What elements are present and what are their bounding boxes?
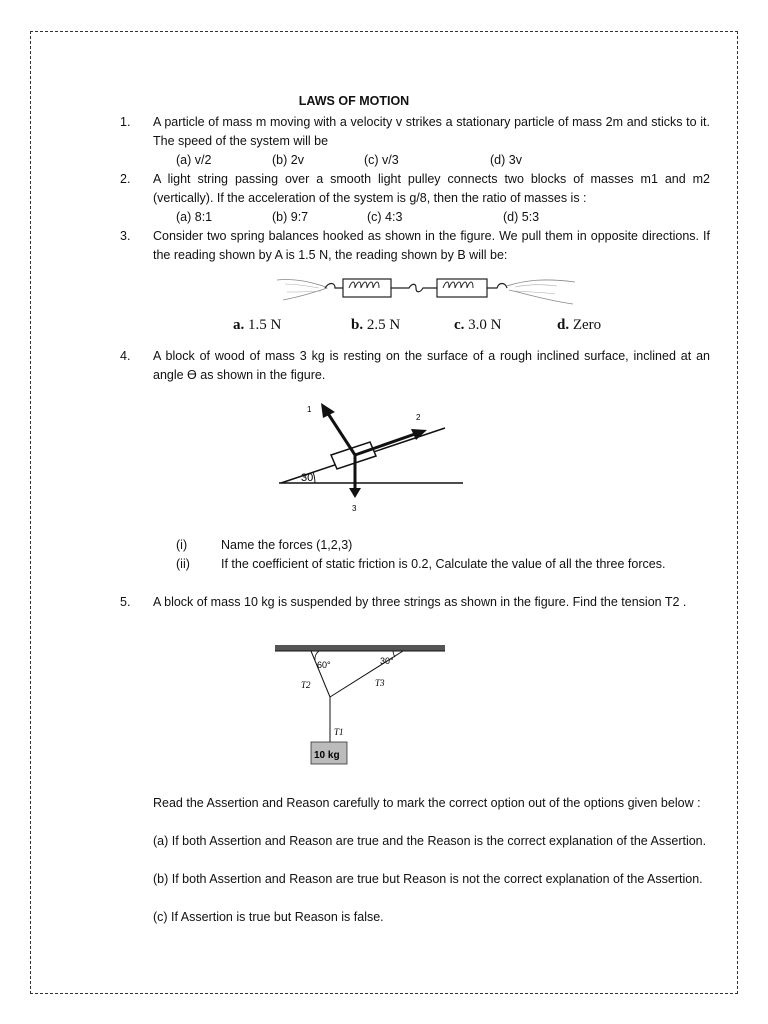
q2-option-c: (c) 4:3 bbox=[367, 210, 403, 224]
q1-option-a: (a) v/2 bbox=[176, 153, 212, 167]
q4-sub-i-text: Name the forces (1,2,3) bbox=[221, 538, 353, 552]
tension-figure bbox=[275, 640, 447, 770]
page-title: LAWS OF MOTION bbox=[298, 94, 410, 108]
q4-number: 4. bbox=[120, 349, 131, 363]
q5-text: A block of mass 10 kg is suspended by three strings as shown in the figure. Find the tension T2 . bbox=[153, 595, 687, 609]
q4-sub-ii-text: If the coefficient of static friction is 0.2, Calculate the value of all the three forces. bbox=[221, 557, 666, 571]
q4-text: A block of wood of mass 3 kg is resting on the surface of a rough inclined surface, inclined at an angle Ө as shown in the figure. bbox=[153, 349, 710, 382]
spring-balance-figure bbox=[275, 270, 580, 310]
q2-number: 2. bbox=[120, 172, 131, 186]
q2-option-a: (a) 8:1 bbox=[176, 210, 213, 224]
angle-30-label: 30° bbox=[380, 656, 394, 666]
q3-option-d: d. Zero bbox=[557, 317, 602, 333]
q1-option-d: (d) 3v bbox=[490, 153, 522, 167]
force-1-label: 1 bbox=[307, 405, 312, 414]
assertion-option-a: (a) If both Assertion and Reason are true and the Reason is the correct explanation of the Assertion. bbox=[153, 834, 707, 848]
q1-option-c: (c) v/3 bbox=[364, 153, 399, 167]
q3-number: 3. bbox=[120, 229, 131, 243]
q4-sub-i-number: (i) bbox=[176, 538, 188, 552]
q2-option-b: (b) 9:7 bbox=[272, 210, 309, 224]
q1-number: 1. bbox=[120, 115, 131, 129]
inclined-plane-figure bbox=[275, 400, 470, 515]
q2-text: A light string passing over a smooth light pulley connects two blocks of masses m1 and m2 (vertically). If the acceleration of the system is g/8, then the ratio of masses is : bbox=[153, 172, 710, 205]
t3-label: T3 bbox=[375, 678, 385, 688]
angle-60-label: 60° bbox=[317, 660, 331, 670]
t2-label: T2 bbox=[301, 680, 311, 690]
assertion-option-b: (b) If both Assertion and Reason are true but Reason is not the correct explanation of the Assertion. bbox=[153, 872, 703, 886]
q1-text: A particle of mass m moving with a velocity v strikes a stationary particle of mass 2m and sticks to it. The speed of the system will be bbox=[153, 115, 710, 148]
q4-sub-ii-number: (ii) bbox=[176, 557, 190, 571]
angle-label: 30 bbox=[301, 472, 314, 484]
q2-option-d: (d) 5:3 bbox=[503, 210, 540, 224]
t1-label: T1 bbox=[334, 727, 344, 737]
q3-option-a: a. 1.5 N bbox=[233, 317, 282, 333]
force-3-label: 3 bbox=[352, 504, 357, 513]
q3-option-b: b. 2.5 N bbox=[351, 317, 401, 333]
q3-text: Consider two spring balances hooked as shown in the figure. We pull them in opposite directions. If the reading shown by A is 1.5 N, the reading shown by B will be: bbox=[153, 229, 710, 262]
assertion-intro: Read the Assertion and Reason carefully to mark the correct option out of the options given below : bbox=[153, 796, 701, 810]
q5-number: 5. bbox=[120, 595, 131, 609]
assertion-option-c: (c) If Assertion is true but Reason is false. bbox=[153, 910, 384, 924]
mass-label: 10 kg bbox=[314, 750, 340, 761]
force-2-label: 2 bbox=[416, 413, 421, 422]
q1-option-b: (b) 2v bbox=[272, 153, 304, 167]
q3-option-c: c. 3.0 N bbox=[454, 317, 502, 333]
